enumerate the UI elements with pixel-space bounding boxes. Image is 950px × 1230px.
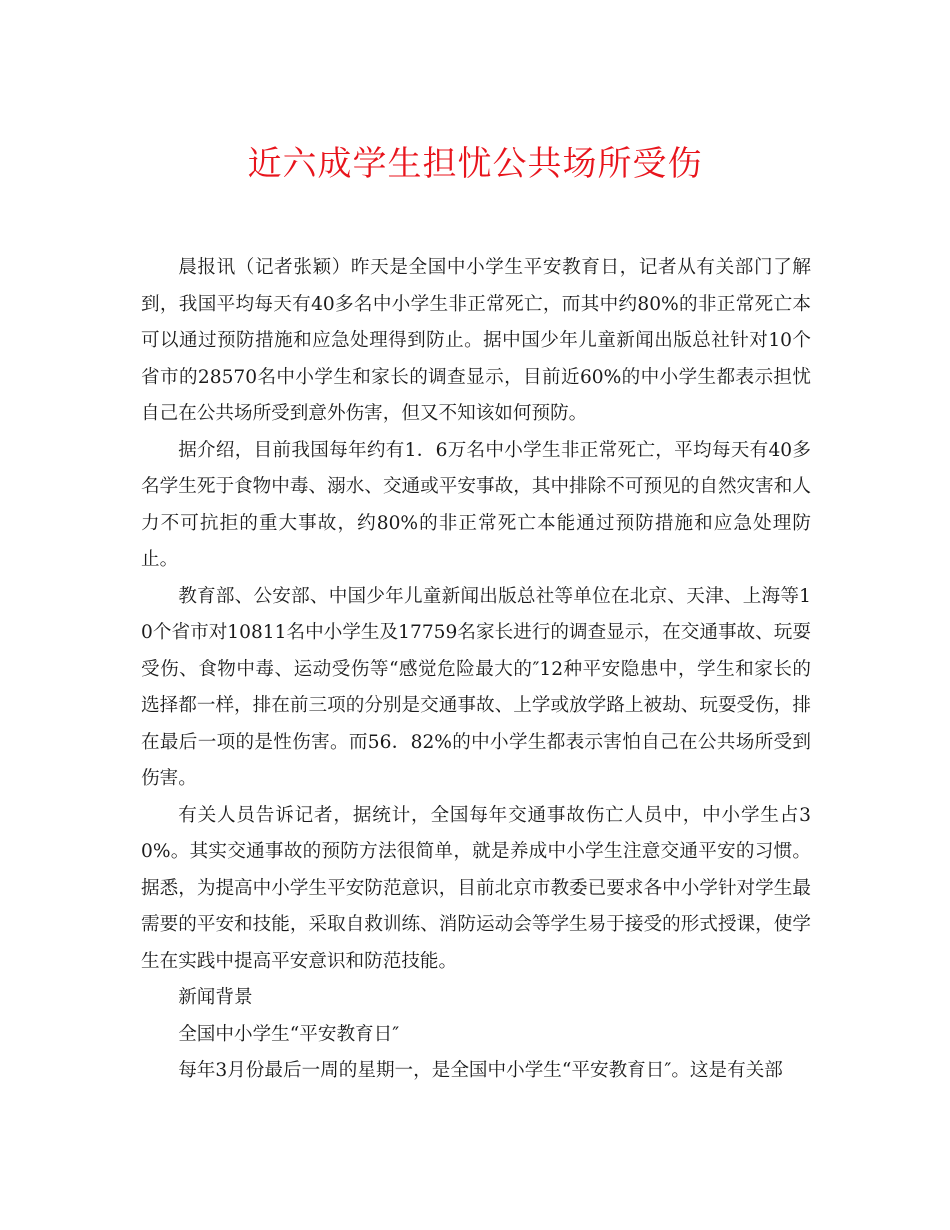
- paragraph-safety-day: 每年3月份最后一周的星期一，是全国中小学生“平安教育日″。这是有关部: [178, 1060, 783, 1081]
- document-body: [141, 250, 811, 1090]
- document-title: 近六成学生担忧公共场所受伤: [247, 144, 703, 184]
- paragraph-survey: 教育部、公安部、中国少年儿童新闻出版总社等单位在北京、天津、上海等10个省市对10811名中小学生及17759名家长进行的调查显示，在交通事故、玩耍受伤、食物中毒、运动受伤等“感觉危险最大的″12种平安隐患中，学生和家长的选择都一样，排在前三项的分别是交通事故、上学或放学路上被劫、玩耍受伤，排在最后一项的是性伤害。而56．82%的中小学生都表示害怕自己在公共场所受到伤害。: [141, 585, 811, 789]
- paragraph-intro: 晨报讯（记者张颖）昨天是全国中小学生平安教育日，记者从有关部门了解到，我国平均每天有40多名中小学生非正常死亡，而其中约80%的非正常死亡本可以通过预防措施和应急处理得到防止。据中国少年儿童新闻出版总社针对10个省市的28570名中小学生和家长的调查显示，目前近60%的中小学生都表示担忧自己在公共场所受到意外伤害，但又不知该如何预防。: [141, 257, 811, 424]
- subheading-safety-day: 全国中小学生“平安教育日″: [178, 1023, 400, 1045]
- paragraph-traffic: 有关人员告诉记者，据统计，全国每年交通事故伤亡人员中，中小学生占30%。其实交通事故的预防方法很简单，就是养成中小学生注意交通平安的习惯。据悉，为提高中小学生平安防范意识，目前北京市教委已要求各中小学针对学生最需要的平安和技能，采取自救训练、消防运动会等学生易于接受的形式授课，使学生在实践中提高平安意识和防范技能。: [141, 804, 811, 972]
- section-heading-background: 新闻背景: [178, 987, 253, 1008]
- paragraph-statistics: 据介绍，目前我国每年约有1．6万名中小学生非正常死亡，平均每天有40多名学生死于食物中毒、溺水、交通或平安事故，其中排除不可预见的自然灾害和人力不可抗拒的重大事故，约80%的非正常死亡本能通过预防措施和应急处理防止。: [141, 439, 811, 570]
